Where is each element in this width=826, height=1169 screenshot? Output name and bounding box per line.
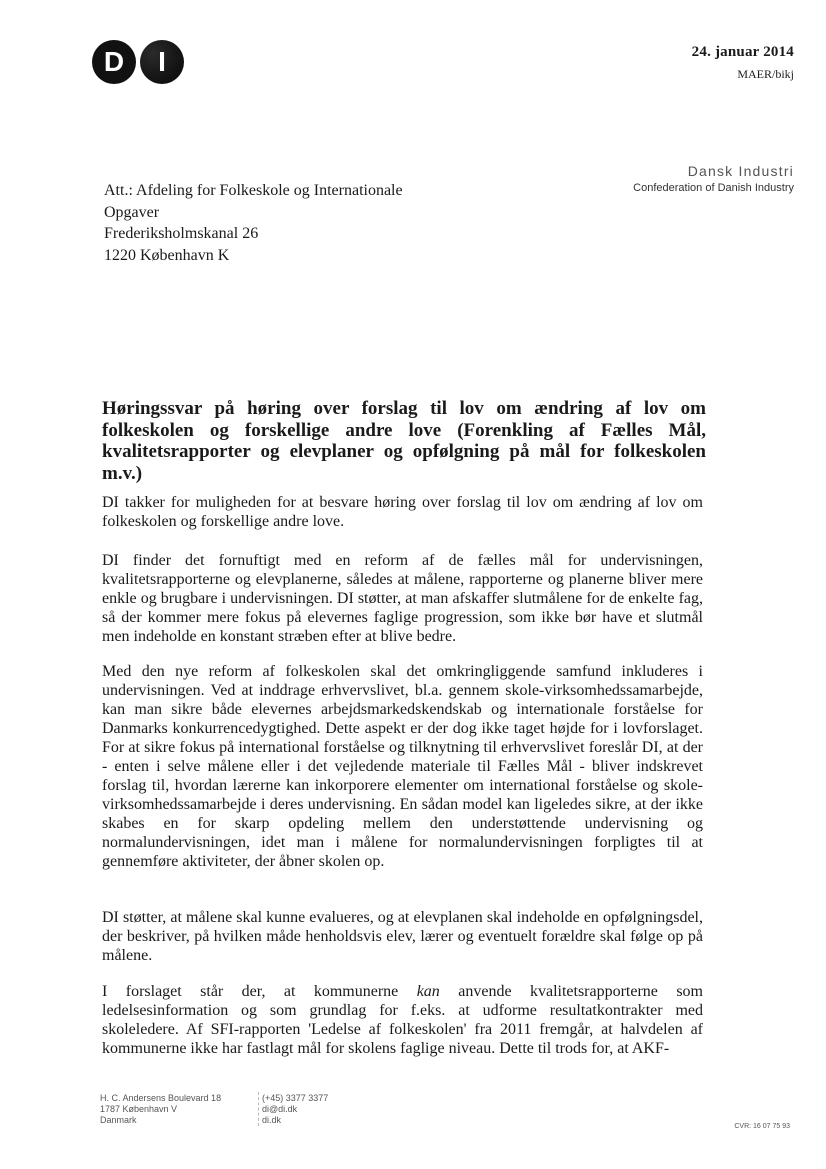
recipient-address xyxy=(104,180,403,266)
letter-date: 24. januar 2014 xyxy=(691,44,794,60)
body-paragraph-4: DI støtter, at målene skal kunne evalueres, og at elevplanen skal indeholde en opfølgningsdel, der beskriver, på hvilken måde henholdsvis elev, lærer og eventuelt forældre skal følge op på målene. xyxy=(102,909,703,964)
address-line: Opgaver xyxy=(104,203,160,221)
p5-text-end: anvende kvalitetsrapporterne som ledelsesinformation og som grundlag for f.eks. at udforme resultatkontrakter med skoleledere. Af SFI-rapporten 'Ledelse af folkeskolen' fra 2011 fremgår, at halvdelen af kommunerne ikke har fastlagt mål for skolens faglige niveau. Dette til trods for, at AKF- xyxy=(102,983,703,1057)
letter-reference: MAER/bikj xyxy=(737,67,794,81)
body-paragraph-5 xyxy=(102,982,703,1058)
body-paragraph-3: Med den nye reform af folkeskolen skal det omkringliggende samfund inkluderes i undervisningen. Ved at inddrage erhvervslivet, bl.a. gennem skole-virksomhedssamarbejde, kan man sikre både elevernes arbejdsmarkedskendskab og internationale forståelse for Danmarks konkurrencedygtighed. Dette aspekt er der dog ikke taget højde for i lovforslaget. For at sikre fokus på international forståelse og tilknytning til erhvervslivet foreslår DI, at der - enten i selve målene eller i det vejledende materiale til Fælles Mål - bliver indskrevet forslag til, hvordan lærerne kan inkorporere elementer om international forståelse og skole-virksomhedssamarbejde i deres undervisning. En sådan model kan ligeledes sikre, at der ikke skabes en for skarp opdeling mellem den understøttende undervisning og normalundervisningen, idet man i målene for normalundervisningen forpligtes til at gennemføre aktiviteter, der åbner skolen op. xyxy=(102,663,703,870)
footer-address-line: 1787 København V xyxy=(100,1104,178,1114)
address-line: 1220 København K xyxy=(104,246,230,264)
letter-heading: Høringssvar på høring over forslag til lov om ændring af lov om folkeskolen og forskellige andre love (Forenkling af Fælles Mål, kvalitetsrapporter og elevplaner og opfølgning på mål for folkeskolen m.v.) xyxy=(102,398,706,484)
address-line: Frederiksholmskanal 26 xyxy=(104,225,259,242)
body-paragraph-1: DI takker for muligheden for at besvare høring over forslag til lov om ændring af lov om folkeskolen og forskellige andre love. xyxy=(102,494,703,530)
p5-emphasis: kan xyxy=(416,983,440,1000)
footer-address-line: H. C. Andersens Boulevard 18 xyxy=(100,1093,222,1103)
logo-letter-i: I xyxy=(158,46,166,77)
footer-contact xyxy=(262,1093,328,1126)
footer-address xyxy=(100,1093,221,1126)
logo-letter-d: D xyxy=(103,46,125,77)
footer-website: di.dk xyxy=(262,1115,282,1125)
footer-divider xyxy=(258,1092,260,1126)
di-logo xyxy=(92,40,188,84)
address-line: Att.: Afdeling for Folkeskole og Internationale xyxy=(104,182,403,199)
footer-phone: (+45) 3377 3377 xyxy=(262,1093,329,1103)
footer-address-line: Danmark xyxy=(100,1115,137,1125)
footer-cvr: CVR: 16 07 75 93 xyxy=(734,1123,790,1130)
p5-text-start: I forslaget står der, at kommunerne xyxy=(102,983,417,1000)
org-name-english: Confederation of Danish Industry xyxy=(633,182,794,194)
org-name-danish: Dansk Industri xyxy=(687,163,794,179)
body-paragraph-2: DI finder det fornuftigt med en reform af de fælles mål for undervisningen, kvalitetsrapporterne og elevplanerne, således at målene, rapporterne og planerne bliver mere enkle og brugbare i undervisningen. DI støtter, at man afskaffer slutmålene for de enkelte fag, så der kommer mere fokus på elevernes faglige progression, som ikke bør have et slutmål men indeholde en konstant stræben efter at blive bedre. xyxy=(102,552,703,645)
footer-email: di@di.dk xyxy=(262,1104,298,1114)
